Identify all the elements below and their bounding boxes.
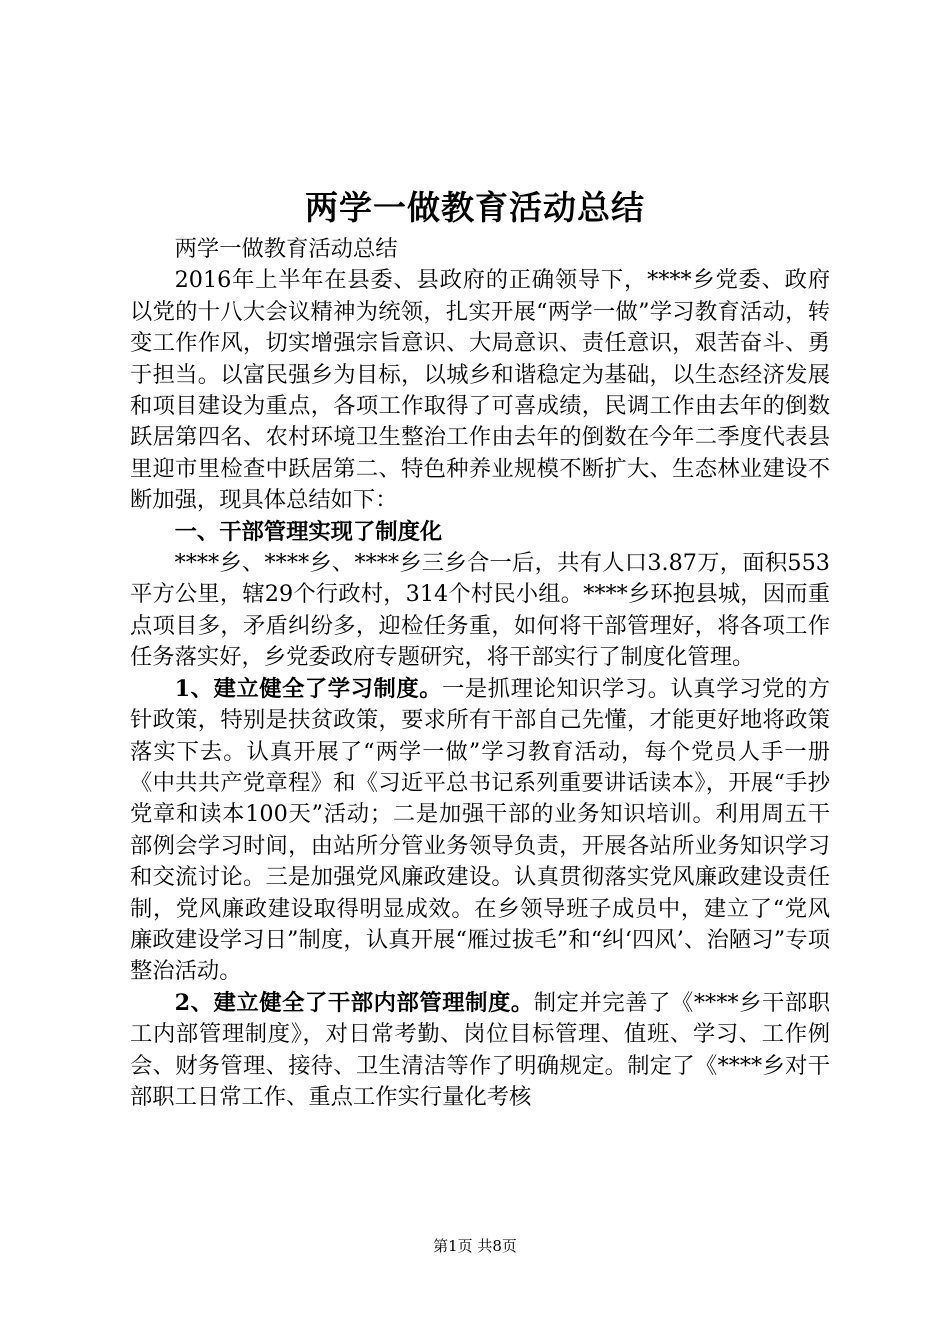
item-2-lead: 2、建立健全了干部内部管理制度。 [174, 989, 534, 1016]
item-1-text: 一是抓理论知识学习。认真学习党的方针政策，特别是扶贫政策，要求所有干部自己先懂，才能更好地将政策落实下去。认真开展了“两学一做”学习教育活动，每个党员人手一册《中共共产党章程》和《习近平总书记系列重要讲话读本》，开展“手抄党章和读本100天”活动；二是加强干部的业务知识培训。利用周五干部例会学习时间，由站所分管业务领导负责，开展各站所业务知识学习和交流讨论。三是加强党风廉政建设。认真贯彻落实党风廉政建设责任制，党风廉政建设取得明显成效。在乡领导班子成员中，建立了“党风廉政建设学习日”制度，认真开展“雁过拔毛”和“纠‘四风’、治陋习”专项整治活动。 [130, 675, 830, 985]
intro-paragraph: 2016年上半年在县委、县政府的正确领导下，****乡党委、政府以党的十八大会议精神为统领，扎实开展“两学一做”学习教育活动，转变工作作风，切实增强宗旨意识、大局意识、责任意识，艰苦奋斗、勇于担当。以富民强乡为目标，以城乡和谐稳定为基础，以生态经济发展和项目建设为重点，各项工作取得了可喜成绩，民调工作由去年的倒数跃居第四名、农村环境卫生整治工作由去年的倒数在今年二季度代表县里迎市里检查中跃居第二、特色种养业规模不断扩大、生态林业建设不断加强，现具体总结如下： [130, 267, 830, 514]
section-heading-1: 一、干部管理实现了制度化 [174, 518, 443, 545]
item-2-paragraph [130, 988, 830, 1114]
page-footer: 第1页 共8页 [433, 1237, 517, 1255]
section-1-paragraph: ****乡、****乡、****乡三乡合一后，共有人口3.87万，面积553平方公里，辖29个行政村，314个村民小组。****乡环抱县城，因而重点项目多，矛盾纠纷多，迎检任务重，如何将干部管理好，将各项工作任务落实好，乡党委政府专题研究，将干部实行了制度化管理。 [130, 550, 830, 671]
item-1-lead: 1、建立健全了学习制度。 [174, 675, 443, 702]
document-body [130, 234, 830, 1113]
document-title: 两学一做教育活动总结 [305, 188, 645, 227]
subtitle-paragraph: 两学一做教育活动总结 [174, 236, 398, 262]
item-1-paragraph [130, 674, 830, 988]
item-2-text: 制定并完善了《****乡干部职工内部管理制度》，对日常考勤、岗位目标管理、值班、学习、工作例会、财务管理、接待、卫生清洁等作了明确规定。制定了《****乡对干部职工日常工作、重点工作实行量化考核 [130, 989, 830, 1110]
